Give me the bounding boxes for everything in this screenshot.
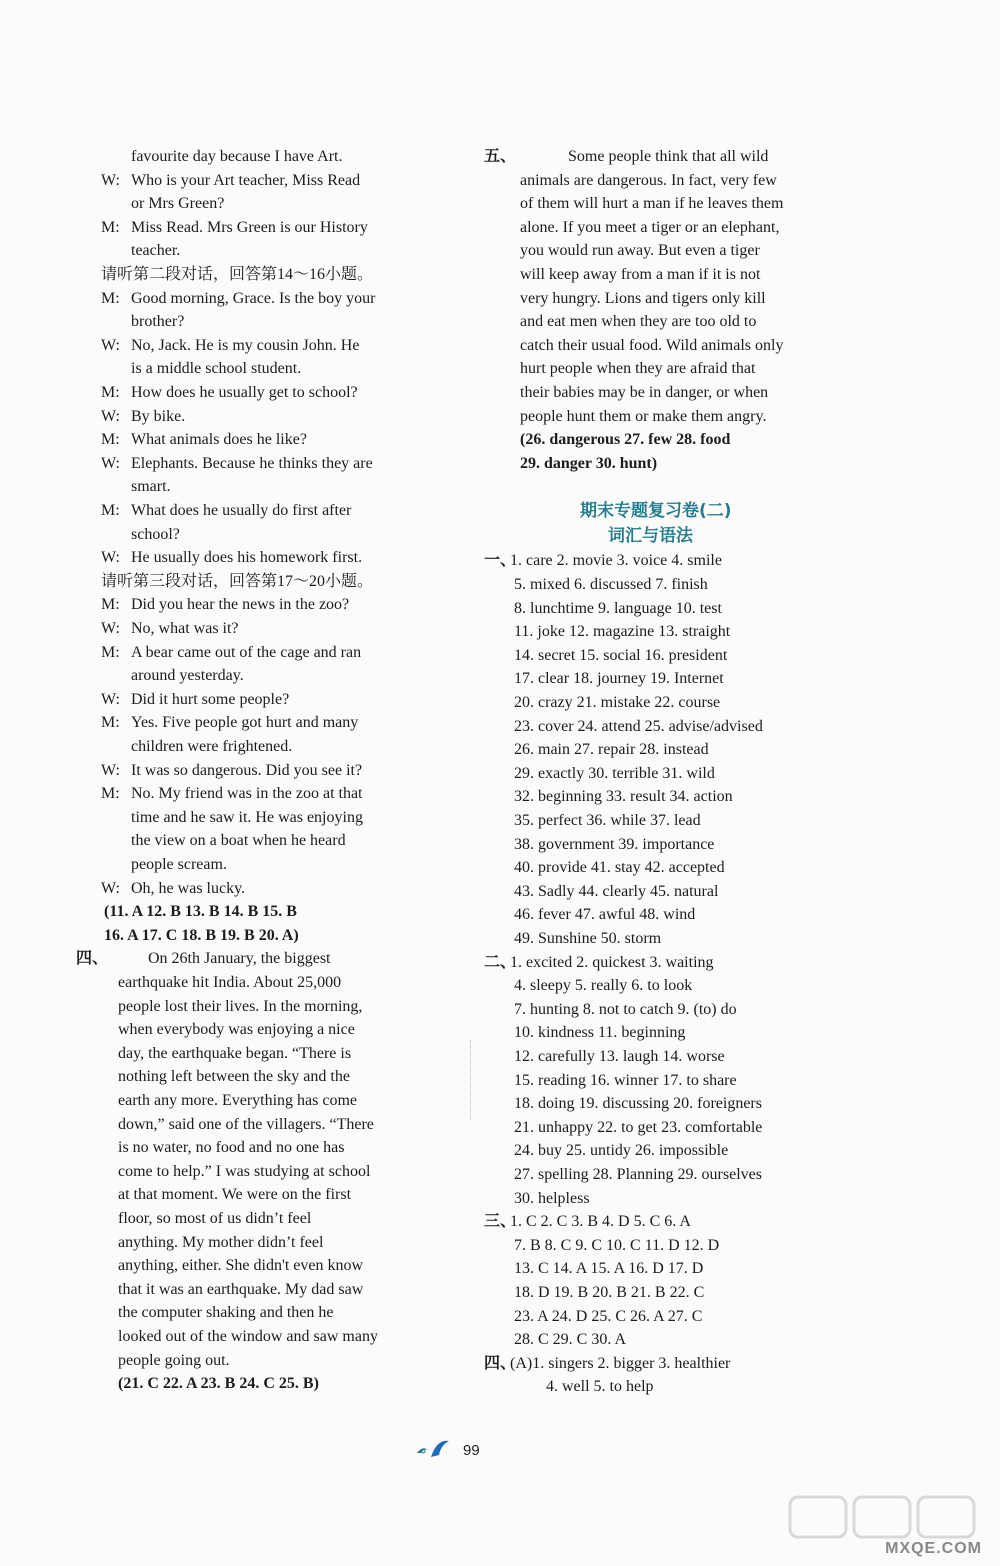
speaker-label: W:	[101, 620, 120, 637]
dialogue-prompt: 请听第二段对话，回答第14～16小题。	[101, 266, 374, 283]
section-label: 四、	[76, 950, 109, 968]
answer-key-line: 7. B 8. C 9. C 10. C 11. D 12. D	[514, 1236, 720, 1254]
dialogue-line	[101, 546, 362, 570]
dialogue-line	[101, 381, 358, 405]
answer-key-line: 23. cover 24. attend 25. advise/advised	[514, 717, 763, 735]
page-number: 99	[463, 1442, 480, 1459]
dialogue-line	[101, 641, 361, 665]
passage-line: anything. My mother didn’t feel	[118, 1233, 324, 1251]
dialogue-line	[101, 688, 289, 712]
dialogue-line	[101, 428, 307, 452]
answer-key-line: (11. A 12. B 13. B 14. B 15. B	[104, 903, 297, 921]
answer-key-line: 16. A 17. C 18. B 19. B 20. A)	[104, 926, 299, 944]
answer-key-line: 49. Sunshine 50. storm	[514, 930, 662, 947]
speaker-label	[101, 735, 131, 759]
passage-line: down,” said one of the villagers. “There	[118, 1115, 374, 1133]
dialogue-line	[101, 711, 358, 735]
dialogue-text: Yes. Five people got hurt and many	[131, 714, 359, 732]
dialogue-line	[101, 310, 184, 334]
passage-line: people hunt them or make them angry.	[520, 407, 767, 425]
passage-line: earth any more. Everything has come	[118, 1092, 358, 1109]
dialogue-line	[101, 829, 346, 853]
dialogue-text: A bear came out of the cage and ran	[131, 643, 362, 661]
passage-line: On 26th January, the biggest	[148, 950, 331, 968]
dialogue-text: How does he usually get to school?	[131, 384, 358, 401]
dialogue-text: No. My friend was in the zoo at that	[131, 785, 363, 803]
answer-key-line: 32. beginning 33. result 34. action	[514, 788, 733, 806]
passage-line: of them will hurt a man if he leaves them	[520, 195, 784, 213]
dialogue-prompt: 请听第三段对话，回答第17～20小题。	[101, 572, 374, 590]
answer-key-line: 4. sleepy 5. really 6. to look	[514, 977, 693, 995]
passage-line: at that moment. We were on the first	[118, 1186, 352, 1204]
dialogue-line	[101, 523, 180, 547]
dialogue-line	[101, 357, 301, 381]
dialogue-line	[101, 405, 185, 429]
section-label: 四、	[484, 1354, 517, 1372]
dialogue-text: No, what was it?	[131, 620, 239, 637]
speaker-label	[101, 239, 131, 263]
section-subheading: 词汇与语法	[608, 526, 693, 547]
passage-line: the computer shaking and then he	[118, 1304, 334, 1322]
right-column	[484, 0, 884, 1420]
dialogue-text: By bike.	[131, 407, 186, 425]
speaker-label	[101, 664, 131, 688]
left-column	[0, 0, 470, 1420]
passage-line: hurt people when they are afraid that	[520, 360, 756, 378]
dialogue-line	[101, 192, 224, 216]
dialogue-text: people scream.	[131, 856, 227, 873]
speaker-label: W:	[101, 879, 120, 897]
speaker-label: W:	[101, 407, 120, 425]
dialogue-line	[101, 287, 375, 311]
answer-key-line: 12. carefully 13. laugh 14. worse	[514, 1048, 725, 1065]
speaker-label	[101, 192, 131, 216]
speaker-label: M:	[101, 384, 120, 401]
dialogue-text: smart.	[131, 478, 171, 496]
answer-key-line: 29. exactly 30. terrible 31. wild	[514, 764, 715, 782]
dialogue-text: Who is your Art teacher, Miss Read	[131, 171, 361, 189]
dialogue-text: time and he saw it. He was enjoying	[131, 808, 363, 826]
passage-line: floor, so most of us didn’t feel	[118, 1210, 312, 1227]
speaker-label	[101, 853, 131, 877]
dialogue-text: around yesterday.	[131, 667, 244, 685]
answer-key-line: 23. A 24. D 25. C 26. A 27. C	[514, 1307, 703, 1325]
dialogue-text: favourite day because I have Art.	[131, 148, 343, 165]
dialogue-line	[101, 499, 351, 523]
answer-key-line: 24. buy 25. untidy 26. impossible	[514, 1142, 729, 1160]
passage-line: day, the earthquake began. “There is	[118, 1044, 352, 1062]
dialogue-line	[101, 853, 227, 877]
passage-line: their babies may be in danger, or when	[520, 384, 769, 401]
dialogue-line	[101, 169, 360, 193]
dialogue-text: Miss Read. Mrs Green is our History	[131, 218, 368, 236]
answer-key-line: 18. D 19. B 20. B 21. B 22. C	[514, 1284, 705, 1301]
dialogue-line	[101, 806, 363, 830]
answer-key-line: 1. C 2. C 3. B 4. D 5. C 6. A	[510, 1213, 691, 1231]
section-label: 三、	[484, 1213, 517, 1231]
passage-line: is no water, no food and no one has	[118, 1139, 345, 1157]
passage-line: people lost their lives. In the morning,	[118, 997, 363, 1015]
dialogue-line	[101, 452, 373, 476]
passage-line: catch their usual food. Wild animals only	[520, 336, 784, 354]
passage-line: you would run away. But even a tiger	[520, 242, 760, 260]
passage-line: alone. If you meet a tiger or an elephant,	[520, 218, 780, 236]
section-label: 五、	[484, 148, 517, 165]
dialogue-text: What animals does he like?	[131, 431, 307, 449]
answer-key-line: 17. clear 18. journey 19. Internet	[514, 670, 724, 688]
dialogue-text: Elephants. Because he thinks they are	[131, 454, 373, 472]
answer-key-line: (21. C 22. A 23. B 24. C 25. B)	[118, 1375, 319, 1393]
dialogue-text: teacher.	[131, 242, 181, 260]
speaker-label: M:	[101, 289, 120, 307]
answer-key-line: 7. hunting 8. not to catch 9. (to) do	[514, 1000, 737, 1018]
speaker-label: W:	[101, 761, 120, 779]
answer-key-line: 14. secret 15. social 16. president	[514, 646, 728, 664]
dialogue-line	[101, 334, 359, 358]
dialogue-text: Oh, he was lucky.	[131, 879, 246, 897]
dialogue-text: brother?	[131, 313, 185, 331]
speaker-label: M:	[101, 596, 120, 614]
dialogue-line	[101, 593, 349, 617]
speaker-label: M:	[101, 714, 120, 732]
speaker-label: W:	[101, 690, 120, 708]
speaker-label: M:	[101, 643, 120, 661]
answer-key-line: 13. C 14. A 15. A 16. D 17. D	[514, 1260, 704, 1278]
dialogue-text: is a middle school student.	[131, 360, 302, 378]
bird-wave-logo-icon	[415, 1437, 455, 1464]
answer-key-line: 21. unhappy 22. to get 23. comfortable	[514, 1118, 763, 1136]
answer-key-line: 30. helpless	[514, 1189, 590, 1207]
answer-key-line: 1. care 2. movie 3. voice 4. smile	[510, 552, 722, 570]
speaker-label: M:	[101, 502, 120, 519]
passage-line: and eat men when they are too old to	[520, 313, 757, 331]
section-label: 一、	[484, 552, 517, 570]
dialogue-line	[101, 782, 363, 806]
answer-key-line: 27. spelling 28. Planning 29. ourselves	[514, 1166, 762, 1183]
speaker-label: W:	[101, 549, 120, 567]
column-divider	[470, 1040, 473, 1120]
passage-line: come to help.” I was studying at school	[118, 1162, 371, 1180]
dialogue-line	[101, 877, 245, 901]
dialogue-line	[101, 759, 362, 783]
answer-key-line: 43. Sadly 44. clearly 45. natural	[514, 882, 719, 900]
dialogue-text: It was so dangerous. Did you see it?	[131, 761, 363, 779]
answer-key-line: 35. perfect 36. while 37. lead	[514, 812, 701, 829]
speaker-label	[101, 829, 131, 853]
dialogue-text: Good morning, Grace. Is the boy your	[131, 289, 376, 307]
section-heading: 期末专题复习卷(二)	[580, 501, 732, 522]
answer-key-line: (A)1. singers 2. bigger 3. healthier	[510, 1354, 731, 1372]
speaker-label	[101, 806, 131, 830]
answer-key-line: 4. well 5. to help	[546, 1378, 654, 1396]
dialogue-text: or Mrs Green?	[131, 195, 225, 213]
speaker-label	[101, 310, 131, 334]
speaker-label	[101, 475, 131, 499]
speaker-label: W:	[101, 336, 120, 354]
answer-key-line: 18. doing 19. discussing 20. foreigners	[514, 1095, 762, 1113]
passage-line: anything, either. She didn't even know	[118, 1257, 364, 1275]
answer-key-line: 46. fever 47. awful 48. wind	[514, 906, 696, 924]
dialogue-text: What does he usually do first after	[131, 502, 352, 519]
dialogue-text: No, Jack. He is my cousin John. He	[131, 336, 360, 354]
dialogue-line	[101, 216, 368, 240]
dialogue-line	[101, 145, 342, 169]
passage-line: Some people think that all wild	[568, 148, 769, 165]
speaker-label: M:	[101, 431, 120, 449]
dialogue-line	[101, 735, 292, 759]
passage-line: when everybody was enjoying a nice	[118, 1021, 355, 1039]
passage-line: that it was an earthquake. My dad saw	[118, 1280, 364, 1298]
speaker-label: M:	[101, 785, 120, 803]
answer-key-line: 15. reading 16. winner 17. to share	[514, 1071, 737, 1089]
passage-line: will keep away from a man if it is not	[520, 266, 761, 283]
answer-key-line: 1. excited 2. quickest 3. waiting	[510, 953, 714, 971]
speaker-label: M:	[101, 218, 120, 236]
answer-key-line: 10. kindness 11. beginning	[514, 1024, 686, 1042]
dialogue-line	[101, 475, 171, 499]
answer-key-line: 8. lunchtime 9. language 10. test	[514, 599, 722, 617]
dialogue-line	[101, 239, 180, 263]
dialogue-text: He usually does his homework first.	[131, 549, 363, 567]
passage-line: animals are dangerous. In fact, very few	[520, 171, 777, 189]
passage-line: looked out of the window and saw many	[118, 1328, 378, 1345]
dialogue-text: school?	[131, 525, 180, 543]
answer-key-line: 11. joke 12. magazine 13. straight	[514, 623, 731, 641]
watermark-text: MXQE.COM	[885, 1540, 982, 1557]
speaker-label	[101, 145, 131, 169]
dialogue-text: Did it hurt some people?	[131, 690, 290, 708]
speaker-label	[101, 357, 131, 381]
speaker-label: W:	[101, 454, 120, 472]
speaker-label: W:	[101, 171, 120, 189]
dialogue-text: the view on a boat when he heard	[131, 832, 346, 850]
answer-key-line: 5. mixed 6. discussed 7. finish	[514, 576, 708, 593]
dialogue-line	[101, 664, 244, 688]
answer-key-line: 40. provide 41. stay 42. accepted	[514, 859, 725, 877]
answer-key-line: 26. main 27. repair 28. instead	[514, 741, 709, 759]
answer-key-line: 28. C 29. C 30. A	[514, 1331, 627, 1349]
dialogue-text: Did you hear the news in the zoo?	[131, 596, 350, 614]
answer-key-line: 29. danger 30. hunt)	[520, 454, 658, 472]
passage-line: earthquake hit India. About 25,000	[118, 974, 342, 991]
dialogue-text: children were frightened.	[131, 738, 293, 755]
answer-key-line: 38. government 39. importance	[514, 835, 715, 853]
answer-key-line: 20. crazy 21. mistake 22. course	[514, 694, 721, 711]
passage-line: very hungry. Lions and tigers only kill	[520, 289, 766, 307]
page-footer	[415, 1437, 480, 1464]
answer-key-line: (26. dangerous 27. few 28. food	[520, 431, 731, 449]
dialogue-line	[101, 617, 239, 641]
speaker-label	[101, 523, 131, 547]
passage-line: nothing left between the sky and the	[118, 1068, 350, 1086]
section-label: 二、	[484, 953, 517, 971]
passage-line: people going out.	[118, 1351, 230, 1369]
